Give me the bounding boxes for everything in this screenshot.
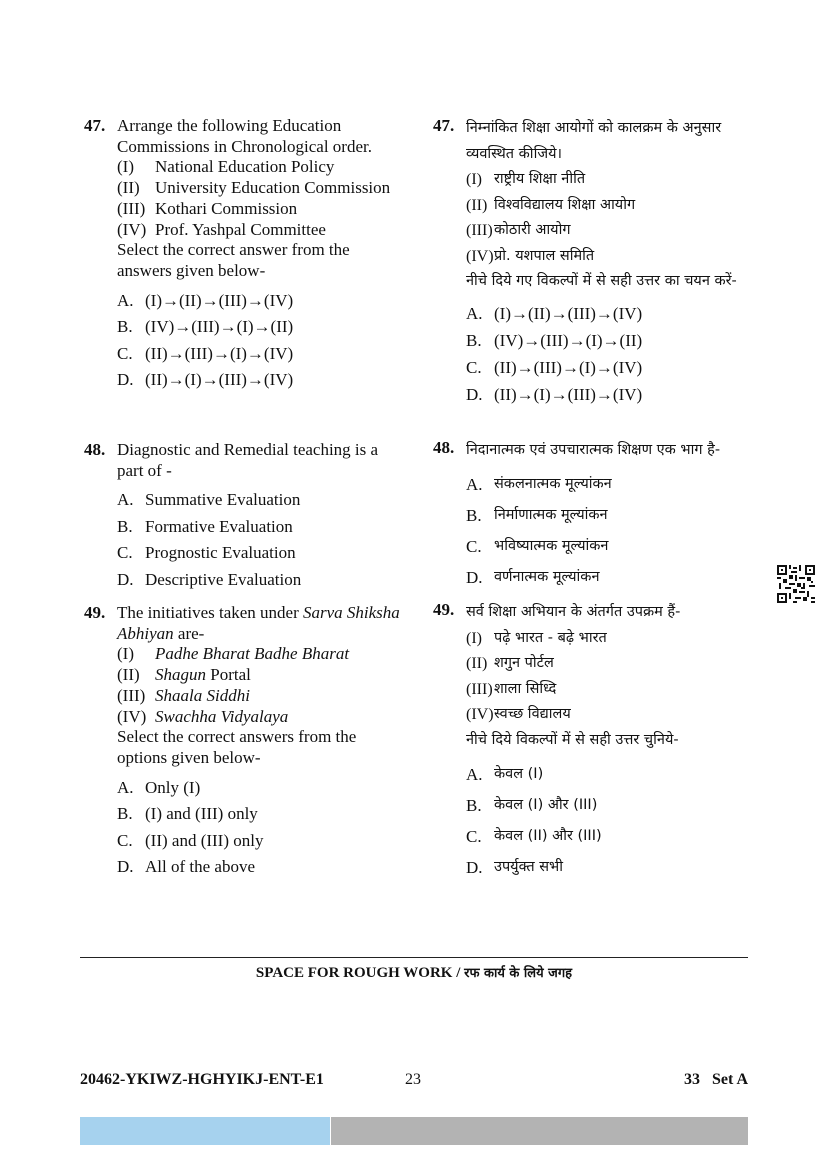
options-list [466, 759, 756, 883]
list-item [117, 199, 407, 220]
item-plain: Portal [206, 665, 251, 685]
item-italic: Shagun [155, 665, 206, 685]
options-list [466, 470, 756, 594]
option-c [466, 355, 756, 382]
option-text: वर्णनात्मक मूल्यांकन [494, 569, 600, 586]
item-tag: (I) [117, 157, 134, 177]
option-text: Only (I) [145, 777, 201, 797]
list-item [466, 677, 756, 703]
option-text: Formative Evaluation [145, 516, 293, 536]
option-label: D. [117, 857, 134, 877]
stem-suffix: are- [173, 623, 205, 643]
option-text: (IV)→(III)→(I)→(II) [494, 331, 643, 351]
list-item [117, 220, 407, 241]
option-d [466, 852, 756, 883]
option-label: A. [117, 490, 134, 510]
option-a [117, 487, 407, 514]
option-label: B. [117, 317, 133, 337]
item-text: शाला सिध्दि [494, 680, 557, 697]
list-item [117, 157, 407, 178]
list-item [466, 218, 756, 244]
stem-italic: Sarva Shiksha Abhiyan [117, 603, 400, 643]
stem-prefix: The initiatives taken under [117, 603, 303, 622]
option-c [117, 540, 407, 567]
set-label: 33 Set A [684, 1071, 748, 1088]
option-label: A. [466, 475, 483, 495]
question-stem: सर्व शिक्षा अभियान के अंतर्गत उपक्रम हैं- [466, 604, 681, 620]
item-tag: (IV) [466, 247, 494, 265]
option-label: C. [466, 537, 482, 557]
list-item [466, 651, 756, 677]
list-item [466, 193, 756, 219]
options-list [117, 288, 407, 394]
option-label: B. [466, 506, 482, 526]
option-text: (I)→(II)→(III)→(IV) [145, 290, 294, 310]
item-tag: (I) [117, 644, 134, 664]
option-text: संकलनात्मक मूल्यांकन [494, 476, 612, 493]
list-item [117, 178, 407, 199]
option-a [117, 288, 407, 315]
question-body [117, 116, 407, 394]
option-text: केवल (I) और (III) [494, 796, 598, 813]
item-italic: Padhe Bharat Badhe Bharat [155, 644, 350, 664]
question-stem: निम्नांकित शिक्षा आयोगों को कालक्रम के अनुसार व्यवस्थित कीजिये। [466, 120, 722, 162]
item-tag: (II) [466, 196, 488, 214]
item-tag: (III) [466, 680, 493, 698]
option-text: (II)→(III)→(I)→(IV) [145, 343, 294, 363]
question-instruction: नीचे दिये गए विकल्पों में से सही उत्तर का चयन करें- [466, 273, 737, 289]
option-label: B. [466, 331, 482, 351]
list-item [466, 626, 756, 652]
option-label: B. [466, 795, 482, 815]
item-text: राष्ट्रीय शिक्षा नीति [494, 171, 586, 187]
item-tag: (IV) [117, 219, 147, 239]
option-label: D. [117, 370, 134, 390]
question-number: 48. [433, 438, 455, 457]
option-b [117, 514, 407, 541]
list-item [117, 665, 407, 686]
option-label: C. [117, 830, 133, 850]
option-d [466, 382, 756, 409]
item-tag: (II) [117, 665, 140, 685]
question-body [466, 600, 756, 883]
question-stem: Arrange the following Education Commissions in Chronological order. [117, 116, 372, 156]
option-text: (II)→(III)→(I)→(IV) [494, 358, 643, 378]
question-instruction: नीचे दिये विकल्पों में से सही उत्तर चुनिये- [466, 731, 679, 748]
option-text: उपर्युक्त सभी [494, 858, 563, 875]
item-text: National Education Policy [155, 157, 335, 177]
footer-bar-left [80, 1117, 330, 1145]
divider [80, 957, 748, 958]
item-tag: (III) [117, 685, 146, 705]
question-stem [117, 603, 407, 644]
option-label: C. [466, 358, 482, 378]
question-number: 47. [433, 116, 455, 135]
item-italic: Shaala Siddhi [155, 685, 250, 705]
option-label: C. [117, 343, 133, 363]
options-list [117, 775, 407, 881]
options-list [117, 487, 407, 593]
option-b [466, 790, 756, 821]
item-text: Kothari Commission [155, 198, 298, 218]
item-tag: (I) [466, 171, 482, 188]
item-tag: (III) [117, 198, 146, 218]
item-text: Prof. Yashpal Committee [155, 219, 326, 239]
option-text: (I)→(II)→(III)→(IV) [494, 304, 643, 324]
option-text: Descriptive Evaluation [145, 569, 302, 589]
option-label: D. [117, 569, 134, 589]
question-number: 49. [433, 600, 455, 619]
item-text: पढ़े भारत - बढ़े भारत [494, 629, 607, 646]
option-text: Summative Evaluation [145, 490, 301, 510]
question-body [466, 116, 756, 409]
option-d [466, 563, 756, 594]
option-label: C. [117, 543, 133, 563]
option-label: C. [466, 826, 482, 846]
option-c [466, 821, 756, 852]
list-item [466, 167, 756, 193]
option-label: A. [117, 777, 134, 797]
item-tag: (IV) [466, 706, 494, 723]
question-body [117, 603, 407, 881]
list-item [117, 644, 407, 665]
question-body [117, 440, 407, 593]
option-c [117, 341, 407, 368]
option-text: (IV)→(III)→(I)→(II) [145, 317, 294, 337]
option-label: A. [466, 304, 483, 324]
rough-work-label [80, 963, 748, 982]
item-text: विश्वविद्यालय शिक्षा आयोग [494, 196, 636, 213]
item-text: शगुन पोर्टल [494, 655, 554, 671]
option-c [117, 828, 407, 855]
option-text: निर्माणात्मक मूल्यांकन [494, 507, 608, 524]
question-number: 49. [84, 603, 106, 622]
option-label: A. [117, 290, 134, 310]
item-italic: Swachha Vidyalaya [155, 706, 289, 726]
list-item [117, 686, 407, 707]
option-a [466, 470, 756, 501]
option-text: Prognostic Evaluation [145, 543, 296, 563]
option-label: D. [466, 385, 483, 405]
question-stem: Diagnostic and Remedial teaching is a part of - [117, 440, 379, 480]
rough-work-hindi: रफ कार्य के लिये जगह [464, 966, 573, 981]
paper-code: 20462-YKIWZ-HGHYIKJ-ENT-E1 [80, 1071, 324, 1088]
item-tag: (I) [466, 629, 482, 647]
list-item [466, 244, 756, 270]
option-b [117, 801, 407, 828]
item-text: प्रो. यशपाल समिति [494, 247, 595, 264]
option-a [117, 775, 407, 802]
option-label: D. [466, 568, 483, 588]
option-b [466, 328, 756, 355]
option-d [117, 367, 407, 394]
option-b [466, 501, 756, 532]
options-list [466, 301, 756, 409]
option-text: All of the above [145, 857, 255, 877]
question-body [466, 438, 756, 594]
option-d [117, 567, 407, 594]
rough-work-separator: / [452, 965, 465, 981]
question-instruction: Select the correct answers from the options given below- [117, 727, 357, 767]
option-text: (I) and (III) only [145, 804, 258, 824]
option-text: भविष्यात्मक मूल्यांकन [494, 538, 609, 555]
footer-bar-right [331, 1117, 748, 1145]
qr-code-icon [777, 565, 815, 603]
item-tag: (II) [466, 655, 488, 672]
option-text: (II)→(I)→(III)→(IV) [494, 385, 643, 405]
question-stem: निदानात्मक एवं उपचारात्मक शिक्षण एक भाग है- [466, 442, 721, 458]
question-instruction: Select the correct answer from the answers given below- [117, 240, 350, 280]
item-text: University Education Commission [155, 178, 391, 198]
option-label: B. [117, 804, 133, 824]
option-b [117, 314, 407, 341]
page-number: 23 [405, 1071, 421, 1088]
item-tag: (IV) [117, 706, 147, 726]
option-label: A. [466, 764, 483, 784]
option-label: D. [466, 857, 483, 877]
option-a [466, 759, 756, 790]
option-text: (II) and (III) only [145, 830, 264, 850]
option-text: केवल (I) [494, 765, 544, 782]
option-d [117, 854, 407, 881]
question-number: 47. [84, 116, 106, 135]
item-tag: (III) [466, 222, 493, 239]
option-label: B. [117, 516, 133, 536]
rough-work-english: SPACE FOR ROUGH WORK [255, 965, 453, 981]
option-text: केवल (II) और (III) [494, 827, 602, 844]
option-a [466, 301, 756, 328]
list-item [466, 702, 756, 728]
item-text: कोठारी आयोग [494, 222, 571, 238]
option-c [466, 532, 756, 563]
item-text: स्वच्छ विद्यालय [494, 706, 571, 722]
item-tag: (II) [117, 178, 140, 198]
list-item [117, 707, 407, 728]
question-number: 48. [84, 440, 106, 459]
option-text: (II)→(I)→(III)→(IV) [145, 370, 294, 390]
